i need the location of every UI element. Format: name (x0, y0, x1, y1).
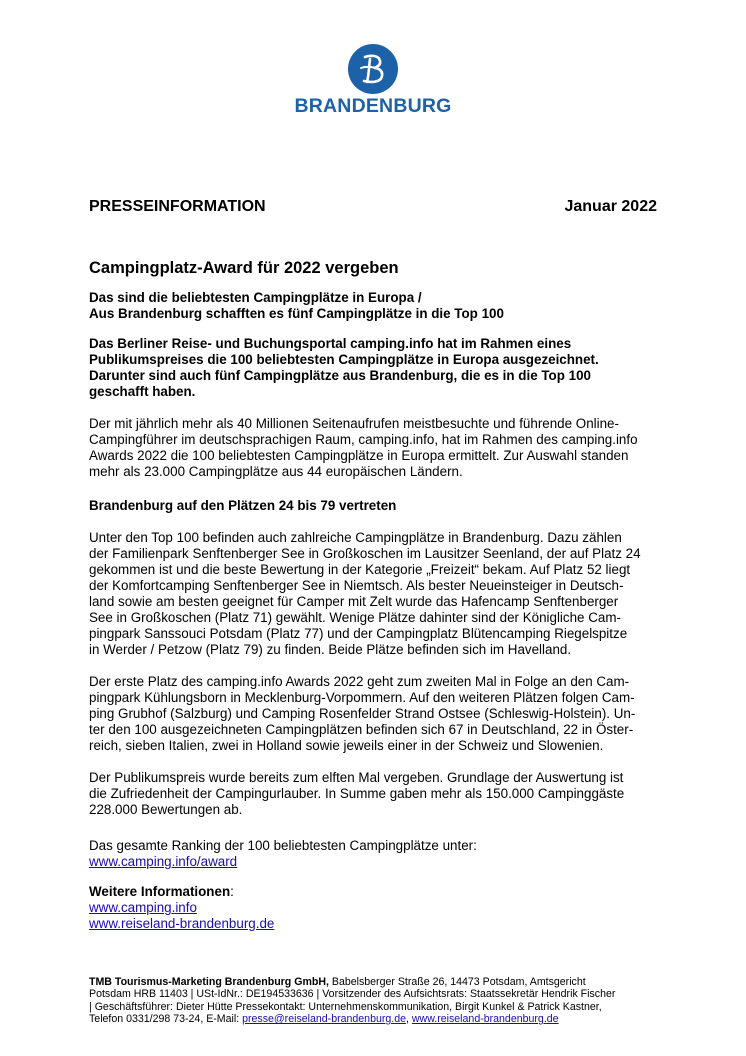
paragraph-audience (89, 770, 661, 818)
press-date: Januar 2022 (564, 198, 657, 215)
reiseland-link[interactable]: www.reiseland-brandenburg.de (89, 916, 275, 931)
brand-name: BRANDENBURG (294, 95, 452, 117)
paragraph-intro (89, 416, 661, 480)
lead-line: Das Berliner Reise- und Buchungsportal camping.info hat im Rahmen eines (89, 336, 572, 351)
subtitle-line: Das sind die beliebtesten Campingplätze in Europa / (89, 290, 422, 305)
subtitle (89, 290, 504, 322)
text-line: Der erste Platz des camping.info Awards 2022 geht zum zweiten Mal in Folge an den Cam- (89, 674, 630, 689)
text-line: die Zufriedenheit der Campingurlauber. In Summe gaben mehr als 150.000 Campinggäste (89, 786, 625, 801)
text-line: mehr als 23.000 Campingplätze aus 44 europäischen Ländern. (89, 464, 463, 479)
text-line: 228.000 Bewertungen ab. (89, 802, 243, 817)
text-line: gekommen ist und die beste Bewertung in der Kategorie „Freizeit“ bekam. Auf Platz 52 liegt (89, 562, 631, 577)
page-title: Campingplatz-Award für 2022 vergeben (89, 259, 399, 277)
lead-line: Darunter sind auch fünf Campingplätze aus Brandenburg, die es in die Top 100 (89, 368, 591, 383)
ranking-block (89, 838, 661, 870)
more-info-label: Weitere Informationen (89, 884, 231, 899)
footer-web-link[interactable]: www.reiseland-brandenburg.de (411, 1013, 559, 1026)
award-link[interactable]: www.camping.info/award (89, 854, 238, 869)
text-line: Der mit jährlich mehr als 40 Millionen Seitenaufrufen meistbesuchte und führende Online- (89, 416, 619, 431)
footer-address: Babelsberger Straße 26, 14473 Potsdam, Amtsgericht (328, 976, 586, 988)
text-line: Der Publikumspreis wurde bereits zum elften Mal vergeben. Grundlage der Auswertung ist (89, 770, 624, 785)
press-header (89, 198, 657, 216)
text-line: reich, sieben Italien, zwei in Holland sowie jeweils einer in der Schweiz und Slowenien. (89, 738, 604, 753)
press-label: PRESSEINFORMATION (89, 198, 266, 215)
brand-logo (0, 44, 746, 118)
text-line: der Komfortcamping Senftenberger See in Niemtsch. Als bester Neueinsteiger in Deutsch- (89, 578, 624, 593)
footer (89, 976, 669, 1026)
paragraph-winners (89, 674, 661, 754)
brandenburg-b-monogram-icon (348, 44, 398, 94)
text-line: Unter den Top 100 befinden auch zahlreiche Campingplätze in Brandenburg. Dazu zählen (89, 530, 622, 545)
text-line: ping Grubhof (Salzburg) und Camping Rosenfelder Strand Ostsee (Schleswig-Holstein). Un- (89, 706, 636, 721)
paragraph-brandenburg (89, 530, 661, 658)
footer-company: TMB Tourismus-Marketing Brandenburg GmbH, (89, 976, 329, 988)
text-line: See in Großkoschen (Platz 71) gewählt. Wenige Plätze dahinter sind der Königliche Cam- (89, 610, 621, 625)
lead-paragraph (89, 336, 661, 400)
text-line: pingpark Kühlungsborn in Mecklenburg-Vorpommern. Auf den weiteren Plätzen folgen Cam- (89, 690, 635, 705)
footer-email-link[interactable]: presse@reiseland-brandenburg.de (242, 1013, 407, 1026)
text-line: Awards 2022 die 100 beliebtesten Campingplätze in Europa ermittelt. Zur Auswahl standen (89, 448, 629, 463)
text-line: ter den 100 ausgezeichneten Campingplätzen befinden sich 67 in Deutschland, 22 in Öster- (89, 722, 634, 737)
camping-info-link[interactable]: www.camping.info (89, 900, 197, 915)
section-heading: Brandenburg auf den Plätzen 24 bis 79 vertreten (89, 498, 397, 513)
footer-line: Potsdam HRB 11403 | USt-IdNr.: DE194533636 | Vorsitzender des Aufsichtsrats: Staatssekretär Hendrik Fischer (89, 988, 616, 1001)
subtitle-line: Aus Brandenburg schafften es fünf Campingplätze in die Top 100 (89, 306, 504, 321)
lead-line: geschafft haben. (89, 384, 196, 399)
ranking-text: Das gesamte Ranking der 100 beliebtesten Campingplätze unter: (89, 838, 477, 853)
more-info-colon: : (230, 884, 234, 899)
text-line: pingpark Sanssouci Potsdam (Platz 77) und der Campingplatz Blütencamping Riegelspitze (89, 626, 628, 641)
text-line: in Werder / Petzow (Platz 79) zu finden. Beide Plätze befinden sich im Havelland. (89, 642, 572, 657)
more-info-block (89, 884, 661, 932)
text-line: der Familienpark Senftenberger See in Großkoschen im Lausitzer Seenland, der auf Platz 24 (89, 546, 641, 561)
lead-line: Publikumspreises die 100 beliebtesten Campingplätze in Europa ausgezeichnet. (89, 352, 599, 367)
text-line: land sowie am besten geeignet für Camper mit Zelt wurde das Hafencamp Senftenberger (89, 594, 619, 609)
text-line: Campingführer im deutschsprachigen Raum, camping.info, hat im Rahmen des camping.info (89, 432, 638, 447)
footer-line: | Geschäftsführer: Dieter Hütte Pressekontakt: Unternehmenskommunikation, Birgit Kunkel & Patrick Kastner, (89, 1000, 602, 1013)
footer-separator: , (406, 1013, 412, 1026)
footer-contact: Telefon 0331/298 73-24, E-Mail: (89, 1013, 243, 1026)
